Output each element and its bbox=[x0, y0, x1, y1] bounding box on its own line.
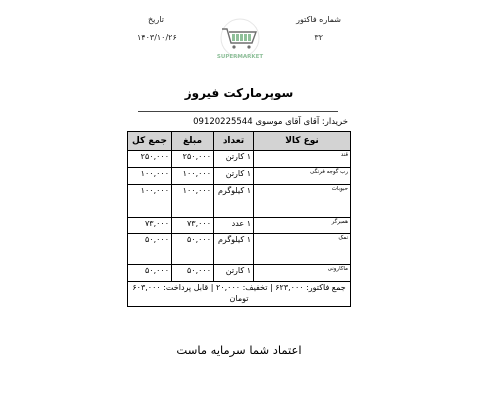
item-total: ۲۵۰,۰۰۰ bbox=[128, 151, 172, 168]
store-name: سوپرمارکت فیروز bbox=[184, 86, 294, 100]
buyer-phone: 09120225544 bbox=[193, 117, 253, 127]
item-price: ۵۰,۰۰۰ bbox=[172, 265, 214, 282]
item-price: ۷۳,۰۰۰ bbox=[172, 218, 214, 234]
item-name: ماکارونی bbox=[254, 265, 351, 282]
item-price: ۱۰۰,۰۰۰ bbox=[172, 168, 214, 185]
supermarket-logo bbox=[212, 17, 268, 63]
item-name: حبوبات bbox=[254, 185, 351, 218]
buyer-line bbox=[193, 117, 348, 127]
item-total: ۵۰,۰۰۰ bbox=[128, 234, 172, 265]
item-total: ۵۰,۰۰۰ bbox=[128, 265, 172, 282]
column-header-price: مبلغ bbox=[172, 132, 214, 151]
item-price: ۲۵۰,۰۰۰ bbox=[172, 151, 214, 168]
logo-text: SUPERMARKET bbox=[216, 54, 264, 60]
table-row bbox=[128, 218, 351, 234]
item-total: ۱۰۰,۰۰۰ bbox=[128, 185, 172, 218]
item-quantity: ۱ کیلوگرم bbox=[214, 185, 254, 218]
table-row bbox=[128, 185, 351, 218]
item-price: ۱۰۰,۰۰۰ bbox=[172, 185, 214, 218]
slogan: اعتماد شما سرمایه ماست bbox=[176, 343, 302, 357]
invoice-table bbox=[127, 131, 351, 307]
item-quantity: ۱ کیلوگرم bbox=[214, 234, 254, 265]
invoice-summary: جمع فاکتور: ۶۲۳,۰۰۰ | تخفیف: ۲۰,۰۰۰ | قابل پرداخت: ۶۰۳,۰۰۰ تومان bbox=[128, 282, 351, 307]
item-quantity: ۱ کارتن bbox=[214, 151, 254, 168]
item-price: ۵۰,۰۰۰ bbox=[172, 234, 214, 265]
table-footer-row bbox=[128, 282, 351, 307]
table-row bbox=[128, 234, 351, 265]
date-label: تاریخ bbox=[148, 15, 164, 24]
table-row bbox=[128, 168, 351, 185]
item-total: ۱۰۰,۰۰۰ bbox=[128, 168, 172, 185]
buyer-label: خریدار: bbox=[321, 117, 348, 127]
invoice-date: ۱۴۰۳/۱۰/۲۶ bbox=[137, 33, 177, 42]
table-header-row bbox=[128, 132, 351, 151]
item-name: رب گوجه فرنگی bbox=[254, 168, 351, 185]
item-name: نمک bbox=[254, 234, 351, 265]
item-name: همبرگر bbox=[254, 218, 351, 234]
column-header-total: جمع کل bbox=[128, 132, 172, 151]
table-row bbox=[128, 151, 351, 168]
column-header-item: نوع کالا bbox=[254, 132, 351, 151]
item-quantity: ۱ کارتن bbox=[214, 265, 254, 282]
invoice-number: ۳۲ bbox=[314, 33, 323, 42]
item-total: ۷۳,۰۰۰ bbox=[128, 218, 172, 234]
buyer-name: آقای آقای موسوی bbox=[255, 117, 320, 127]
shopping-cart-icon bbox=[222, 29, 256, 49]
item-quantity: ۱ کارتن bbox=[214, 168, 254, 185]
column-header-quantity: تعداد bbox=[214, 132, 254, 151]
table-row bbox=[128, 265, 351, 282]
item-name: قند bbox=[254, 151, 351, 168]
title-divider bbox=[138, 111, 338, 112]
invoice-number-label: شماره فاکتور bbox=[296, 15, 341, 24]
item-quantity: ۱ عدد bbox=[214, 218, 254, 234]
